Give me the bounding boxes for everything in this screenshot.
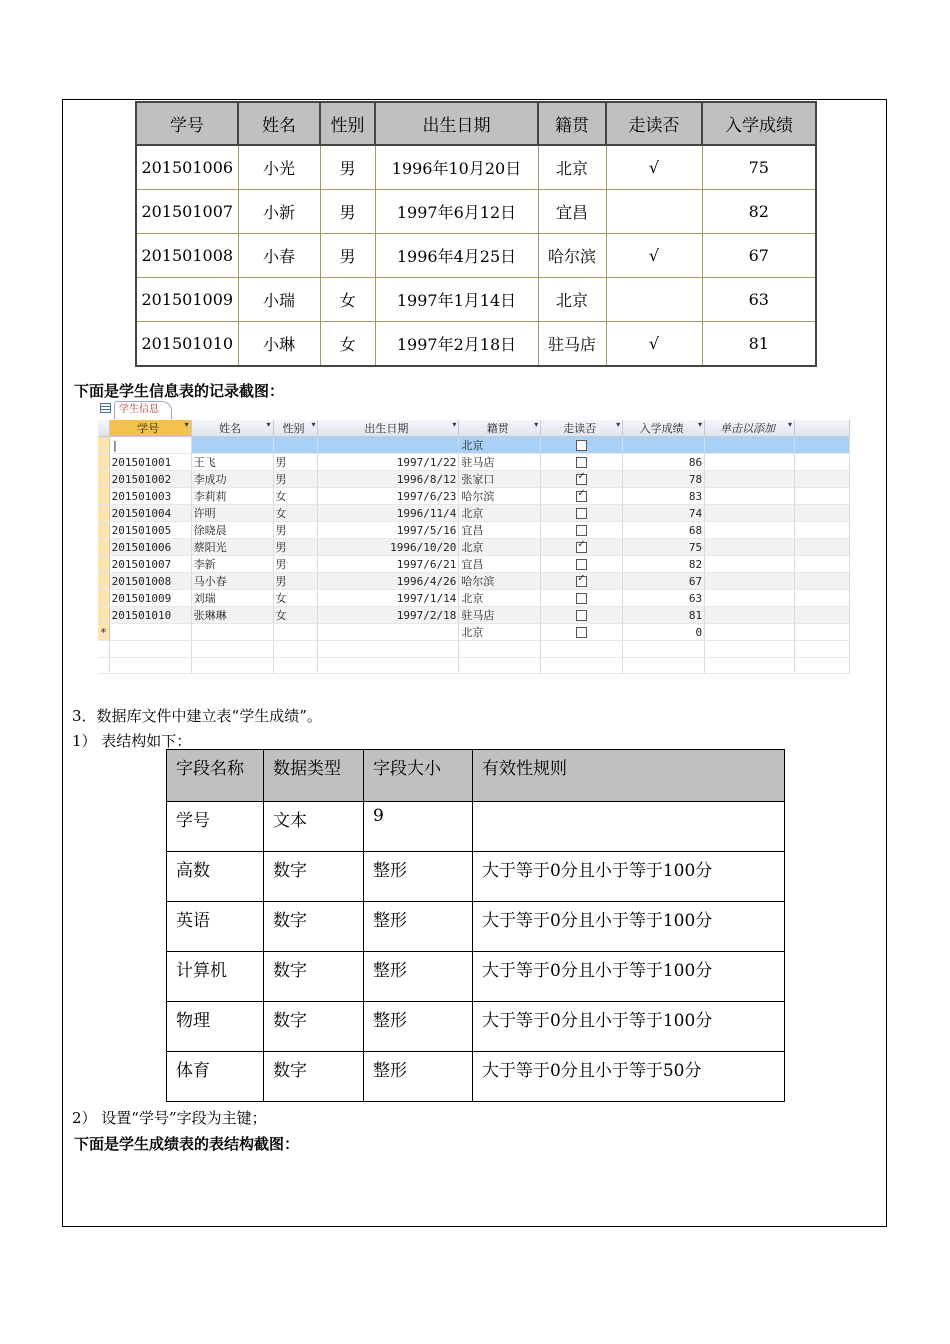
empty-cell (795, 505, 850, 522)
place-cell[interactable]: 宜昌 (459, 556, 541, 573)
commute-cell[interactable] (541, 590, 623, 607)
dropdown-arrow-icon[interactable]: ▾ (534, 420, 539, 429)
column-label: 性别 (282, 422, 305, 435)
checkbox-icon[interactable] (576, 593, 587, 604)
datasheet-current-row[interactable] (98, 437, 850, 454)
dropdown-arrow-icon[interactable]: ▾ (184, 420, 189, 429)
blank-cell (273, 657, 318, 674)
score-cell[interactable]: 81 (623, 607, 705, 624)
checkbox-icon[interactable] (576, 440, 587, 451)
record-selector[interactable] (98, 539, 109, 556)
record-selector[interactable] (98, 573, 109, 590)
empty-cell (795, 607, 850, 624)
column-label: 出生日期 (364, 422, 409, 435)
checkbox-icon[interactable] (576, 525, 587, 536)
id-cell[interactable] (109, 624, 191, 641)
name-cell[interactable]: 许明 (191, 505, 273, 522)
dropdown-arrow-icon[interactable]: ▾ (452, 420, 457, 429)
blank-cell (109, 657, 191, 674)
column-label: 学号 (137, 422, 160, 435)
commute-cell[interactable] (541, 539, 623, 556)
name-cell[interactable]: 李莉莉 (191, 488, 273, 505)
column-label: 走读否 (563, 422, 597, 435)
student-records-table (135, 101, 817, 367)
table-row (136, 190, 816, 234)
table-cell: 201501010 (136, 322, 238, 367)
record-selector[interactable] (98, 590, 109, 607)
header-cell: 籍贯 (538, 102, 606, 145)
sex-cell[interactable]: 女 (273, 488, 318, 505)
place-cell[interactable]: 哈尔滨 (459, 573, 541, 590)
new-record-marker[interactable]: * (98, 624, 109, 641)
table-cell: 整形 (364, 1002, 473, 1052)
record-selector[interactable] (98, 607, 109, 624)
datasheet-new-row[interactable] (98, 624, 850, 641)
column-header-commute[interactable] (541, 420, 623, 437)
sex-cell[interactable] (273, 624, 318, 641)
table-row (167, 802, 785, 852)
dropdown-arrow-icon[interactable]: ▾ (311, 420, 316, 429)
dob-cell[interactable]: 1997/2/18 (318, 607, 459, 624)
datasheet-grid (98, 420, 850, 674)
commute-cell[interactable] (541, 471, 623, 488)
score-cell[interactable]: 63 (623, 590, 705, 607)
name-cell[interactable]: 张琳琳 (191, 607, 273, 624)
score-cell[interactable]: 68 (623, 522, 705, 539)
table-cell: 男 (320, 234, 375, 278)
id-cell[interactable]: 201501009 (109, 590, 191, 607)
table-cell: 大于等于0分且小于等于100分 (473, 852, 785, 902)
place-cell[interactable]: 哈尔滨 (459, 488, 541, 505)
add-field-cell[interactable] (705, 471, 795, 488)
column-header-score[interactable] (623, 420, 705, 437)
id-cell[interactable]: 201501007 (109, 556, 191, 573)
score-cell[interactable] (623, 437, 705, 454)
table-cell: 1997年6月12日 (375, 190, 538, 234)
empty-cell (795, 624, 850, 641)
table-cell: 大于等于0分且小于等于100分 (473, 902, 785, 952)
dropdown-arrow-icon[interactable]: ▾ (698, 420, 703, 429)
table-row (167, 902, 785, 952)
checkbox-icon[interactable] (576, 627, 587, 638)
empty-cell (795, 539, 850, 556)
score-cell[interactable]: 75 (623, 539, 705, 556)
dob-cell[interactable]: 1997/1/22 (318, 454, 459, 471)
blank-cell (795, 641, 850, 658)
table-cell: 整形 (364, 902, 473, 952)
record-selector[interactable] (98, 556, 109, 573)
empty-cell (795, 454, 850, 471)
commute-cell[interactable] (541, 505, 623, 522)
name-cell[interactable]: 李新 (191, 556, 273, 573)
sex-cell[interactable]: 男 (273, 454, 318, 471)
checkbox-icon[interactable] (576, 559, 587, 570)
checkbox-checked-icon[interactable] (576, 491, 587, 502)
table-cell: 大于等于0分且小于等于100分 (473, 1002, 785, 1052)
blank-cell (318, 641, 459, 658)
column-label: 姓名 (219, 422, 242, 435)
datasheet-row[interactable] (98, 539, 850, 556)
table-cell: 数字 (264, 1052, 364, 1102)
sex-cell[interactable]: 男 (273, 556, 318, 573)
table-cell: 北京 (538, 145, 606, 190)
table-cell: 1996年4月25日 (375, 234, 538, 278)
table-cell: 小琳 (238, 322, 320, 367)
add-field-cell[interactable] (705, 624, 795, 641)
header-cell: 入学成绩 (702, 102, 816, 145)
id-cell[interactable]: 201501001 (109, 454, 191, 471)
column-header-empty (795, 420, 850, 437)
record-selector[interactable] (98, 437, 109, 454)
commute-cell[interactable] (541, 573, 623, 590)
sex-cell[interactable]: 女 (273, 505, 318, 522)
id-cell-editing[interactable]: | (109, 437, 191, 454)
add-field-cell[interactable] (705, 590, 795, 607)
name-cell[interactable]: 李成功 (191, 471, 273, 488)
table-cell: 小新 (238, 190, 320, 234)
datasheet-row[interactable] (98, 471, 850, 488)
table-cell: 英语 (167, 902, 264, 952)
table-cell: √ (606, 234, 702, 278)
table-row (167, 1002, 785, 1052)
table-row (167, 952, 785, 1002)
table-cell: 1996年10月20日 (375, 145, 538, 190)
sex-cell[interactable]: 男 (273, 522, 318, 539)
header-cell: 字段名称 (167, 750, 264, 802)
table-row (136, 234, 816, 278)
name-cell[interactable]: 马小春 (191, 573, 273, 590)
access-datasheet-screenshot (98, 400, 850, 666)
table-cell: 数字 (264, 902, 364, 952)
sex-cell[interactable]: 女 (273, 607, 318, 624)
empty-cell (795, 488, 850, 505)
sex-cell[interactable]: 男 (273, 573, 318, 590)
name-cell[interactable]: 王飞 (191, 454, 273, 471)
column-label: 单击以添加 (720, 422, 776, 435)
commute-cell[interactable] (541, 522, 623, 539)
dob-cell[interactable]: 1996/8/12 (318, 471, 459, 488)
table-cell: 整形 (364, 952, 473, 1002)
table-cell: 小春 (238, 234, 320, 278)
add-field-cell[interactable] (705, 488, 795, 505)
column-label: 入学成绩 (639, 422, 684, 435)
datasheet-header-row (98, 420, 850, 437)
empty-cell (795, 471, 850, 488)
table-cell: 计算机 (167, 952, 264, 1002)
table-cell: 驻马店 (538, 322, 606, 367)
id-cell[interactable]: 201501010 (109, 607, 191, 624)
blank-cell (541, 657, 623, 674)
add-field-cell[interactable] (705, 505, 795, 522)
dob-cell[interactable] (318, 437, 459, 454)
add-field-cell[interactable] (705, 522, 795, 539)
header-cell: 走读否 (606, 102, 702, 145)
step-2-text: 2） 设置“学号”字段为主键； (72, 1109, 267, 1127)
id-cell[interactable]: 201501008 (109, 573, 191, 590)
table-cell: 1997年1月14日 (375, 278, 538, 322)
table-structure-table (166, 749, 785, 1102)
table-cell: 201501006 (136, 145, 238, 190)
dob-cell[interactable]: 1997/6/21 (318, 556, 459, 573)
sex-cell[interactable]: 男 (273, 471, 318, 488)
record-selector[interactable] (98, 505, 109, 522)
id-cell[interactable]: 201501004 (109, 505, 191, 522)
table-cell: 75 (702, 145, 816, 190)
dob-cell[interactable]: 1996/10/20 (318, 539, 459, 556)
table-header-row (167, 750, 785, 802)
blank-cell (318, 657, 459, 674)
dob-cell[interactable]: 1997/5/16 (318, 522, 459, 539)
table-row (167, 852, 785, 902)
id-cell[interactable]: 201501006 (109, 539, 191, 556)
place-cell[interactable]: 北京 (459, 539, 541, 556)
empty-cell (795, 556, 850, 573)
id-cell[interactable]: 201501002 (109, 471, 191, 488)
section-heading: 下面是学生信息表的记录截图： (74, 382, 285, 400)
place-cell[interactable]: 张家口 (459, 471, 541, 488)
dropdown-arrow-icon[interactable]: ▾ (266, 420, 271, 429)
column-header-place[interactable] (459, 420, 541, 437)
place-cell[interactable]: 北京 (459, 590, 541, 607)
commute-cell[interactable] (541, 437, 623, 454)
column-header-dob[interactable] (318, 420, 459, 437)
column-header-name[interactable] (191, 420, 273, 437)
step-1-text: 1） 表结构如下： (72, 732, 192, 750)
commute-cell[interactable] (541, 624, 623, 641)
table-header-row (136, 102, 816, 145)
name-cell[interactable] (191, 624, 273, 641)
datasheet-row[interactable] (98, 454, 850, 471)
name-cell[interactable] (191, 437, 273, 454)
table-row (136, 145, 816, 190)
table-cell: 女 (320, 278, 375, 322)
table-cell: √ (606, 145, 702, 190)
table-cell: 201501009 (136, 278, 238, 322)
header-cell: 数据类型 (264, 750, 364, 802)
table-cell: 哈尔滨 (538, 234, 606, 278)
add-field-cell[interactable] (705, 607, 795, 624)
empty-cell (795, 522, 850, 539)
id-cell[interactable]: 201501003 (109, 488, 191, 505)
table-cell: 大于等于0分且小于等于50分 (473, 1052, 785, 1102)
record-selector[interactable] (98, 522, 109, 539)
table-cell: 81 (702, 322, 816, 367)
table-row (136, 322, 816, 367)
commute-cell[interactable] (541, 607, 623, 624)
checkbox-icon[interactable] (576, 610, 587, 621)
table-row (136, 278, 816, 322)
header-cell: 字段大小 (364, 750, 473, 802)
table-cell: 大于等于0分且小于等于100分 (473, 952, 785, 1002)
table-cell: 63 (702, 278, 816, 322)
header-cell: 出生日期 (375, 102, 538, 145)
dropdown-arrow-icon[interactable]: ▾ (788, 420, 793, 429)
blank-cell (459, 641, 541, 658)
name-cell[interactable]: 徐晓晨 (191, 522, 273, 539)
section-heading: 下面是学生成绩表的表结构截图： (74, 1135, 300, 1153)
datasheet-blank-row (98, 641, 850, 658)
header-cell: 姓名 (238, 102, 320, 145)
column-header-sex[interactable] (273, 420, 318, 437)
datasheet-row[interactable] (98, 505, 850, 522)
commute-cell[interactable] (541, 454, 623, 471)
record-selector[interactable] (98, 488, 109, 505)
table-cell: 数字 (264, 1002, 364, 1052)
score-cell[interactable]: 83 (623, 488, 705, 505)
table-cell: 整形 (364, 852, 473, 902)
dob-cell[interactable] (318, 624, 459, 641)
blank-cell (98, 641, 109, 658)
score-cell[interactable]: 82 (623, 556, 705, 573)
table-cell: 男 (320, 145, 375, 190)
sex-cell[interactable]: 男 (273, 539, 318, 556)
blank-cell (191, 641, 273, 658)
datasheet-row[interactable] (98, 488, 850, 505)
checkbox-icon[interactable] (576, 508, 587, 519)
datasheet-row[interactable] (98, 590, 850, 607)
blank-cell (705, 641, 795, 658)
blank-cell (459, 657, 541, 674)
table-cell: 整形 (364, 1052, 473, 1102)
sex-cell[interactable] (273, 437, 318, 454)
column-header-id[interactable] (109, 420, 191, 437)
sex-cell[interactable]: 女 (273, 590, 318, 607)
place-cell[interactable]: 宜昌 (459, 522, 541, 539)
datasheet-row[interactable] (98, 607, 850, 624)
blank-cell (623, 641, 705, 658)
checkbox-checked-icon[interactable] (576, 474, 587, 485)
header-cell: 学号 (136, 102, 238, 145)
table-cell (473, 802, 785, 852)
column-header-add-field[interactable] (705, 420, 795, 437)
place-cell[interactable]: 北京 (459, 624, 541, 641)
document-tab-bar (98, 400, 850, 421)
blank-cell (109, 641, 191, 658)
blank-cell (98, 657, 109, 674)
score-cell[interactable]: 86 (623, 454, 705, 471)
datasheet-row[interactable] (98, 573, 850, 590)
table-cell: 男 (320, 190, 375, 234)
column-label: 籍贯 (486, 422, 509, 435)
add-field-cell[interactable] (705, 454, 795, 471)
add-field-cell[interactable] (705, 556, 795, 573)
table-cell: 1997年2月18日 (375, 322, 538, 367)
dob-cell[interactable]: 1997/6/23 (318, 488, 459, 505)
table-cell: 文本 (264, 802, 364, 852)
empty-cell (795, 573, 850, 590)
table-row (167, 1052, 785, 1102)
tab-student-info[interactable]: 学生信息 (114, 401, 172, 419)
table-cell: 北京 (538, 278, 606, 322)
blank-cell (541, 641, 623, 658)
record-selector[interactable] (98, 471, 109, 488)
place-cell[interactable]: 北京 (459, 505, 541, 522)
place-cell[interactable]: 北京 (459, 437, 541, 454)
record-selector[interactable] (98, 454, 109, 471)
table-cell: 物理 (167, 1002, 264, 1052)
add-field-cell[interactable] (705, 539, 795, 556)
table-cell: 9 (364, 802, 473, 852)
add-field-cell[interactable] (705, 573, 795, 590)
name-cell[interactable]: 蔡阳光 (191, 539, 273, 556)
blank-cell (191, 657, 273, 674)
place-cell[interactable]: 驻马店 (459, 454, 541, 471)
empty-cell (795, 437, 850, 454)
table-cell: 数字 (264, 952, 364, 1002)
table-cell: √ (606, 322, 702, 367)
table-cell: 小光 (238, 145, 320, 190)
dropdown-arrow-icon[interactable]: ▾ (616, 420, 621, 429)
checkbox-checked-icon[interactable] (576, 542, 587, 553)
blank-cell (273, 641, 318, 658)
table-cell: 67 (702, 234, 816, 278)
select-all-corner[interactable] (98, 420, 109, 437)
table-cell: 体育 (167, 1052, 264, 1102)
score-cell[interactable]: 67 (623, 573, 705, 590)
table-cell: 学号 (167, 802, 264, 852)
table-cell: 201501007 (136, 190, 238, 234)
score-cell[interactable]: 74 (623, 505, 705, 522)
dob-cell[interactable]: 1997/1/14 (318, 590, 459, 607)
table-icon (100, 403, 111, 413)
table-cell: 宜昌 (538, 190, 606, 234)
table-cell (606, 278, 702, 322)
datasheet-row[interactable] (98, 522, 850, 539)
table-cell (606, 190, 702, 234)
blank-cell (623, 657, 705, 674)
table-cell: 82 (702, 190, 816, 234)
add-field-cell[interactable] (705, 437, 795, 454)
blank-cell (705, 657, 795, 674)
score-cell[interactable]: 0 (623, 624, 705, 641)
commute-cell[interactable] (541, 556, 623, 573)
id-cell[interactable]: 201501005 (109, 522, 191, 539)
checkbox-checked-icon[interactable] (576, 576, 587, 587)
commute-cell[interactable] (541, 488, 623, 505)
name-cell[interactable]: 刘瑞 (191, 590, 273, 607)
dob-cell[interactable]: 1996/11/4 (318, 505, 459, 522)
section-3-title: 3．数据库文件中建立表“学生成绩”。 (72, 707, 322, 725)
header-cell: 性别 (320, 102, 375, 145)
table-cell: 数字 (264, 852, 364, 902)
empty-cell (795, 590, 850, 607)
score-cell[interactable]: 78 (623, 471, 705, 488)
checkbox-icon[interactable] (576, 457, 587, 468)
blank-cell (795, 657, 850, 674)
datasheet-blank-row (98, 657, 850, 674)
table-cell: 201501008 (136, 234, 238, 278)
place-cell[interactable]: 驻马店 (459, 607, 541, 624)
datasheet-row[interactable] (98, 556, 850, 573)
table-cell: 女 (320, 322, 375, 367)
header-cell: 有效性规则 (473, 750, 785, 802)
table-cell: 小瑞 (238, 278, 320, 322)
table-cell: 高数 (167, 852, 264, 902)
dob-cell[interactable]: 1996/4/26 (318, 573, 459, 590)
